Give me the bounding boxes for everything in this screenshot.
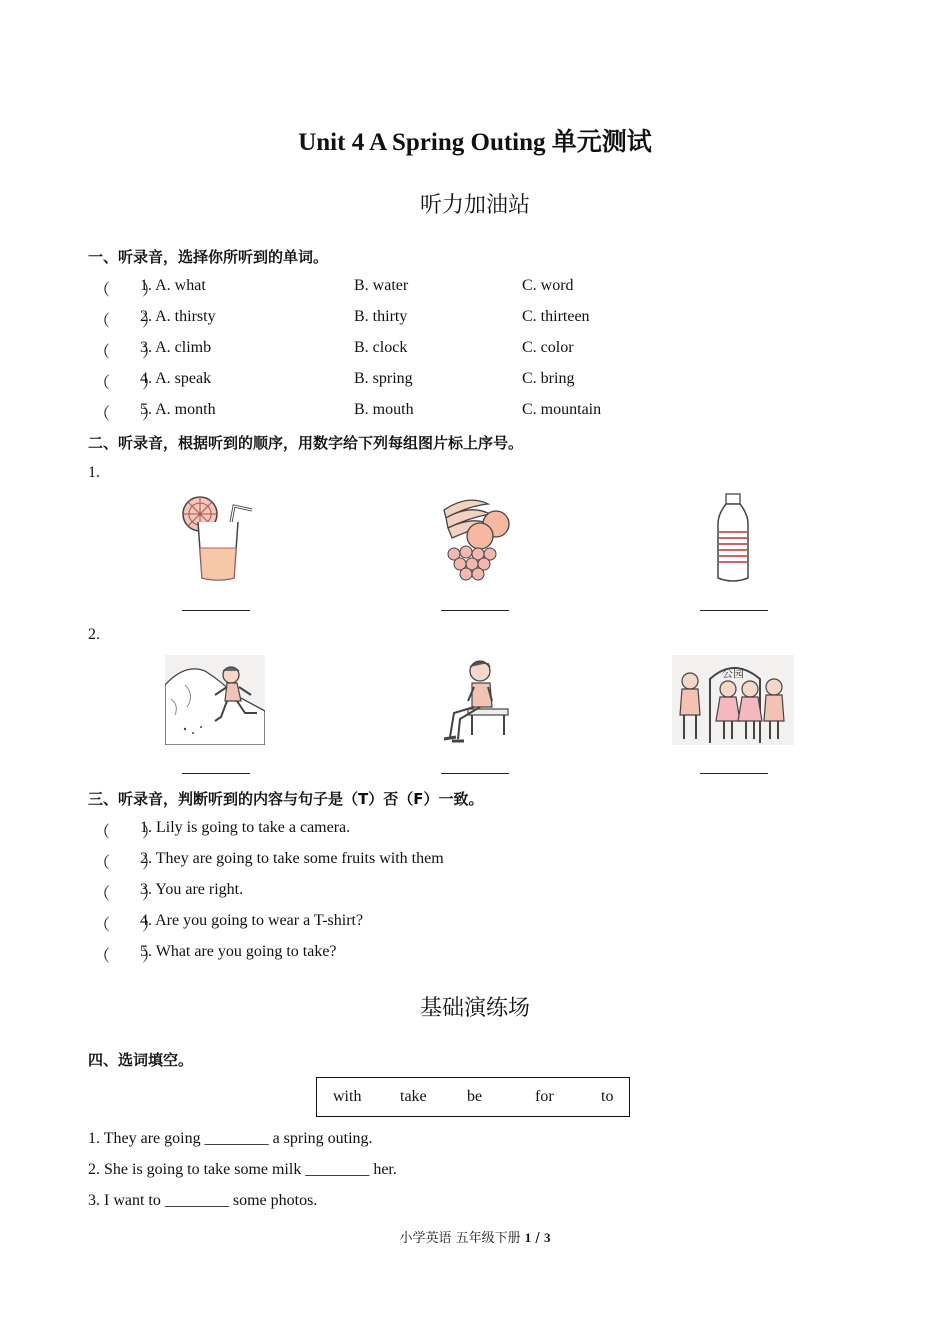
- question-option-a: 4. A. speak: [140, 370, 212, 387]
- word-bank: [316, 1077, 630, 1117]
- water-bottle-icon: [692, 490, 774, 586]
- part4-instruction: 四、选词填空。: [88, 1051, 194, 1069]
- section-heading-basic: 基础演练场: [419, 995, 530, 1020]
- answer-blank[interactable]: [700, 609, 768, 611]
- question-option-a: 2. A. thirsty: [140, 308, 216, 325]
- option-c: C. color: [522, 339, 574, 356]
- footer-text: 小学英语 五年级下册: [399, 1231, 525, 1246]
- option-b: B. water: [354, 277, 409, 294]
- option-b: B. clock: [354, 339, 408, 356]
- statement: 3. You are right.: [140, 881, 244, 898]
- word-bank-item: be: [467, 1088, 483, 1105]
- word-bank-item: with: [333, 1088, 362, 1105]
- answer-blank[interactable]: [441, 609, 509, 611]
- answer-paren[interactable]: （ ）: [94, 406, 159, 423]
- statement: 4. Are you going to wear a T-shirt?: [140, 912, 364, 929]
- word-bank-item: take: [400, 1088, 427, 1105]
- group-label: 2.: [88, 626, 100, 643]
- answer-paren[interactable]: （ ）: [94, 313, 159, 330]
- question-option-a: 5. A. month: [140, 401, 216, 418]
- answer-paren[interactable]: （ ）: [94, 375, 159, 392]
- answer-blank[interactable]: [182, 772, 250, 774]
- part2-instruction: 二、听录音，根据听到的顺序，用数字给下列每组图片标上序号。: [88, 434, 524, 452]
- answer-blank[interactable]: [182, 609, 250, 611]
- question-option-a: 3. A. climb: [140, 339, 212, 356]
- fill-sentence: 3. I want to ________ some photos.: [88, 1192, 318, 1209]
- option-b: B. mouth: [354, 401, 414, 418]
- question-option-a: 1. A. what: [140, 277, 206, 294]
- juice-glass-icon: [176, 492, 258, 584]
- answer-paren[interactable]: （ ）: [94, 824, 159, 841]
- answer-blank[interactable]: [700, 772, 768, 774]
- option-c: C. word: [522, 277, 574, 294]
- fill-sentence: 2. She is going to take some milk ________ her.: [88, 1161, 397, 1178]
- fill-sentence: 1. They are going ________ a spring outing.: [88, 1130, 373, 1147]
- answer-paren[interactable]: （ ）: [94, 917, 159, 934]
- page-number: 1: [524, 1230, 532, 1245]
- statement: 2. They are going to take some fruits with them: [140, 850, 444, 867]
- children-at-park-icon: [672, 655, 794, 745]
- boy-sitting-bench-icon: [440, 655, 512, 745]
- option-c: C. mountain: [522, 401, 602, 418]
- part3-instruction: 三、听录音，判断听到的内容与句子是（T）否（F）一致。: [88, 790, 484, 808]
- answer-paren[interactable]: （ ）: [94, 948, 159, 965]
- answer-paren[interactable]: （ ）: [94, 344, 159, 361]
- word-bank-item: for: [535, 1088, 554, 1105]
- answer-blank[interactable]: [441, 772, 509, 774]
- option-b: B. thirty: [354, 308, 408, 325]
- fruits-icon: [438, 492, 520, 584]
- answer-paren[interactable]: （ ）: [94, 282, 159, 299]
- word-bank-item: to: [601, 1088, 614, 1105]
- answer-paren[interactable]: （ ）: [94, 855, 159, 872]
- section-heading-listening: 听力加油站: [419, 192, 530, 217]
- part1-instruction: 一、听录音，选择你所听到的单词。: [88, 248, 329, 266]
- option-c: C. thirteen: [522, 308, 590, 325]
- answer-paren[interactable]: （ ）: [94, 886, 159, 903]
- option-b: B. spring: [354, 370, 413, 387]
- page-title: Unit 4 A Spring Outing 单元测试: [298, 129, 652, 156]
- option-c: C. bring: [522, 370, 575, 387]
- statement: 5. What are you going to take?: [140, 943, 337, 960]
- page-separator: /: [531, 1231, 544, 1246]
- statement: 1. Lily is going to take a camera.: [140, 819, 351, 836]
- park-sign: 公园: [722, 667, 744, 680]
- page-total: 3: [543, 1230, 551, 1245]
- group-label: 1.: [88, 464, 100, 481]
- boy-climbing-mountain-icon: [165, 655, 265, 745]
- page-footer: [0, 1227, 950, 1246]
